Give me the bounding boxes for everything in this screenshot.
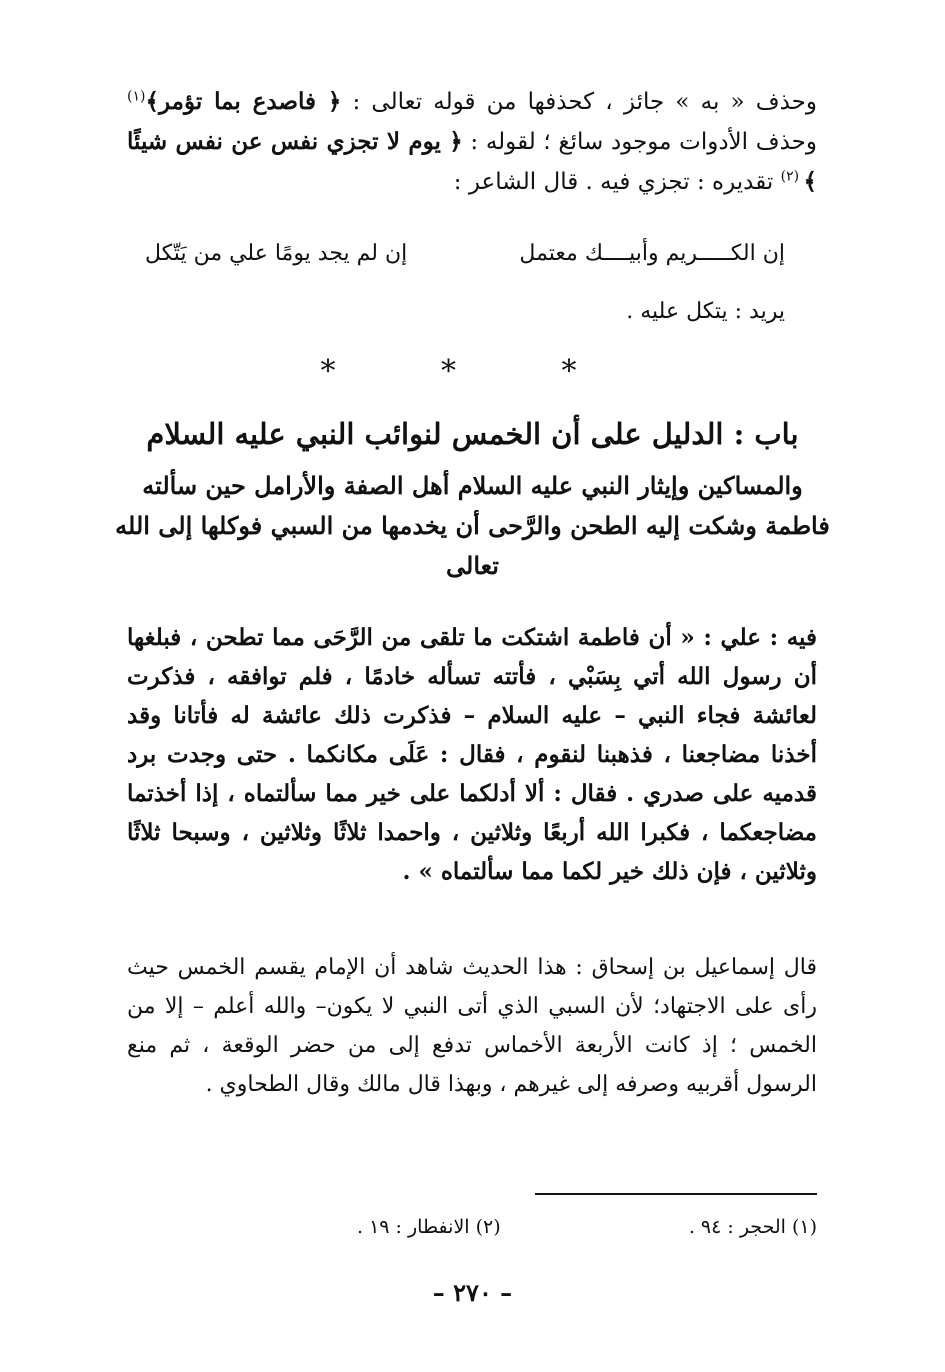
ismail-paragraph: قال إسماعيل بن إسحاق : هذا الحديث شاهد أن الإمام يقسم الخمس حيث رأى على الاجتهاد؛ لأن السبي الذي أتى النبي لا يكون– والله أعلم – إلا من الخمس ؛ إذ كانت الأربعة الأخماس تدفع إلى من حضر الوقعة ، ثم منع الرسول أقربيه وصرفه إلى غيرهم ، وبهذا قال مالك وقال الطحاوي . [127, 955, 817, 1097]
poem-hemistich-1: إن الكـــــريم وأبيــــك معتمل [519, 241, 785, 266]
poem-hemistich-2: إن لم يجد يومًا علي من يَتّكل [145, 241, 408, 266]
poem-verse [145, 236, 785, 272]
intro-text-1: وحذف « به » جائز ، كحذفها من قوله تعالى : [341, 89, 817, 115]
quran-quote-2: ﴿ يوم لا تجزي نفس عن نفس شيئًا ﴾ [127, 128, 817, 195]
intro-text-3: تقديره : تجزي فيه . قال الشاعر : [453, 169, 781, 195]
intro-text-2: وحذف الأدوات موجود سائغ ؛ لقوله : [462, 129, 817, 155]
page-number: – ٢٧٠ – [432, 1278, 513, 1307]
section-separator: * * * [320, 354, 625, 389]
hadith-paragraph: فيه : علي : « أن فاطمة اشتكت ما تلقى من الرَّحَى مما تطحن ، فبلغها أن رسول الله أتي بِسَبْي ، فأتته تسأله خادمًا ، فلم توافقه ، فذكرت لعائشة فجاء النبي – عليه السلام – فذكرت ذلك عائشة له فأتانا وقد أخذنا مضاجعنا ، فذهبنا لنقوم ، فقال : عَلَى مكانكما . حتى وجدت برد قدميه على صدري . فقال : ألا أدلكما على خير مما سألتماه ، إذا أخذتما مضاجعكما ، فكبرا الله أربعًا وثلاثين ، واحمدا ثلاثًا وثلاثين ، وسبحا ثلاثًا وثلاثين ، فإن ذلك خير لكما مما سألتماه » . [127, 624, 817, 885]
chapter-title: باب : الدليل على أن الخمس لنوائب النبي عليه السلام [146, 417, 799, 451]
footnote-ref-1: (١) [127, 88, 146, 105]
footnotes [357, 1212, 817, 1242]
poem-gloss: يريد : يتكل عليه . [626, 299, 785, 324]
footnote-2: (٢) الانفطار : ١٩ . [357, 1216, 501, 1238]
quran-quote-1: ﴿ فاصدع بما تؤمر﴾ [145, 88, 342, 115]
chapter-subtitle: والمساكين وإيثار النبي عليه السلام أهل الصفة والأرامل حين سألته فاطمة وشكت إليه الطحن والرَّحى أن يخدمها من السبي فوكلها إلى الله تعالى [115, 471, 830, 580]
footnote-1: (١) الحجر : ٩٤ . [688, 1216, 817, 1238]
intro-paragraph [127, 82, 817, 202]
chapter-heading [110, 408, 835, 586]
footnote-ref-2: (٢) [780, 168, 804, 185]
footnote-divider [535, 1193, 817, 1195]
